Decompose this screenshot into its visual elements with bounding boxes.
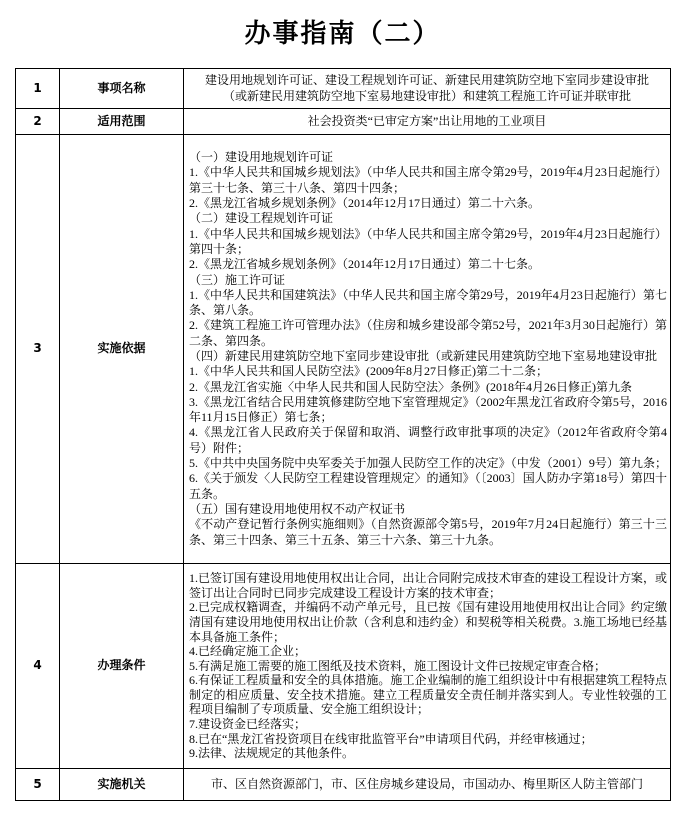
item-name-line: （或新建民用建筑防空地下室易地建设审批）和建筑工程施工许可证并联审批 (222, 88, 631, 103)
table-row (16, 109, 671, 135)
basis-line: 1.《中华人民共和国建筑法》（中华人民共和国主席令第29号，2019年4月23日起施行）第七条、第八条。 (189, 287, 667, 318)
condition-item: 8.已在“黑龙江省投资项目在线审批监管平台”申请项目代码，并经审核通过； (189, 731, 593, 746)
basis-line: 2.《建筑工程施工许可管理办法》（住房和城乡建设部令第52号，2021年3月30日起施行）第二条、第四条。 (189, 318, 667, 348)
condition-item: 6.有保证工程质量和安全的具体措施。施工企业编制的施工组织设计中有根据建筑工程特点制定的相应质量、安全技术措施。建立工程质量安全责任制并落实到人。专业性较强的工程项目编制了专项质量、安全施工组织设计； (189, 673, 667, 717)
table-row (16, 769, 671, 801)
condition-item: 2.已完成权籍调查，并编码不动产单元号，且已按《国有建设用地使用权出让合同》约定缴清国有建设用地使用权出让价款（含利息和违约金）和契税等相关税费。3.施工场地已经基本具备施工条件； (189, 600, 667, 644)
basis-section-heading: （二）建设工程规划许可证 (189, 211, 334, 226)
item-name-line: 建设用地规划许可证、建设工程规划许可证、新建民用建筑防空地下室同步建设审批 (204, 73, 649, 88)
item-name-content (184, 69, 671, 109)
authority-content: 市、区自然资源部门，市、区住房城乡建设局，市国动办、梅里斯区人防主管部门 (184, 769, 671, 801)
scope-content: 社会投资类“已审定方案”出让用地的工业项目 (184, 109, 671, 135)
basis-line: 2.《黑龙江省实施〈中华人民共和国人民防空法〉条例》(2018年4月26日修正)第九条 (189, 379, 632, 394)
basis-line: 2.《黑龙江省城乡规划条例》（2014年12月17日通过）第二十六条。 (189, 196, 541, 211)
page-title: 办事指南（二） (244, 19, 441, 49)
row-number: 3 (16, 135, 60, 564)
table-row (16, 135, 671, 564)
basis-line: 1.《中华人民共和国城乡规划法》（中华人民共和国主席令第29号，2019年4月23日起施行）第四十条； (189, 226, 667, 256)
conditions-content (184, 564, 671, 769)
condition-item: 5.有满足施工需要的施工图纸及技术资料，施工图设计文件已按规定审查合格； (189, 658, 607, 673)
basis-line: 1.《中华人民共和国人民防空法》(2009年8月27日修正)第二十二条； (189, 364, 548, 379)
row-number: 4 (16, 564, 60, 769)
row-label-item-name: 事项名称 (60, 69, 184, 109)
basis-section-heading: （五）国有建设用地使用权不动产权证书 (189, 501, 406, 516)
basis-line: 5.《中共中央国务院中央军委关于加强人民防空工作的决定》（中发（2001）9号）第九条；6.《关于颁发〈人民防空工程建设管理规定〉的通知》（〔2003〕国人防办字第18号）第四十五条。 (189, 456, 667, 501)
basis-line: 4.《黑龙江省人民政府关于保留和取消、调整行政审批事项的决定》（2012年省政府令第4号）附件； (189, 425, 667, 455)
table-row (16, 69, 671, 109)
row-label-conditions: 办理条件 (60, 564, 184, 769)
row-number: 5 (16, 769, 60, 801)
basis-line: 2.《黑龙江省城乡规划条例》（2014年12月17日通过）第二十七条。 (189, 257, 541, 272)
condition-item: 1.已签订国有建设用地使用权出让合同，出让合同附完成技术审查的建设工程设计方案，或签订出让合同时已同步完成建设工程设计方案的技术审查； (189, 571, 667, 600)
condition-item: 7.建设资金已经落实； (189, 717, 307, 732)
row-label-authority: 实施机关 (60, 769, 184, 801)
basis-line: 1.《中华人民共和国城乡规划法》（中华人民共和国主席令第29号，2019年4月23日起施行）第三十七条、第三十八条、第四十四条； (189, 165, 667, 195)
row-label-scope: 适用范围 (60, 109, 184, 135)
guide-table (15, 68, 671, 801)
condition-item: 9.法律、法规规定的其他条件。 (189, 746, 355, 761)
condition-item: 4.已经确定施工企业； (189, 644, 307, 659)
row-number: 1 (16, 69, 60, 109)
row-number: 2 (16, 109, 60, 135)
basis-section-heading: （四）新建民用建筑防空地下室同步建设审批（或新建民用建筑防空地下室易地建设审批 (189, 349, 658, 363)
basis-section-heading: （一）建设用地规划许可证 (189, 150, 334, 165)
row-label-legal-basis: 实施依据 (60, 135, 184, 564)
legal-basis-content (184, 135, 671, 564)
basis-line: 《不动产登记暂行条例实施细则》（自然资源部令第5号，2019年7月24日起施行）第三十三条、第三十四条、第三十五条、第三十六条、第三十九条。 (189, 517, 667, 547)
table-row (16, 564, 671, 769)
basis-line: 3.《黑龙江省结合民用建筑修建防空地下室管理规定》（2002年黑龙江省政府令第5号，2016年11月15日修正）第七条； (189, 394, 667, 425)
basis-section-heading: （三）施工许可证 (189, 272, 286, 287)
